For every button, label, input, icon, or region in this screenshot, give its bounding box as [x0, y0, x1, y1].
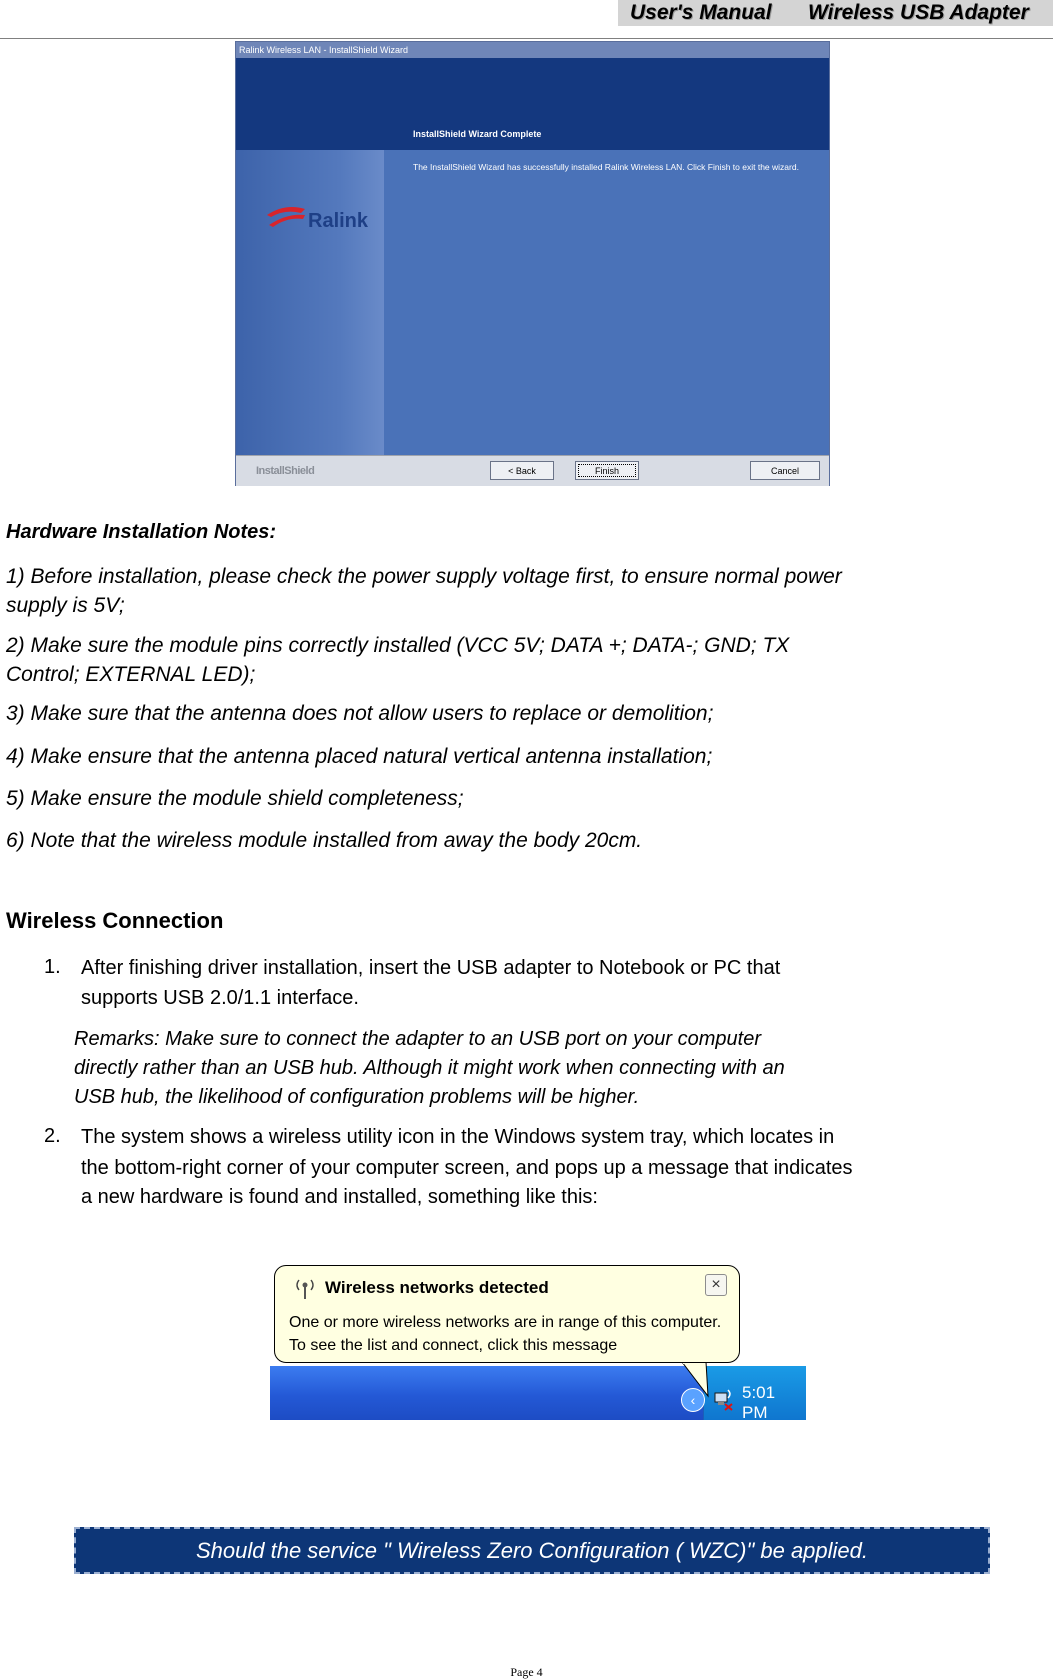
hardware-note-line: 1) Before installation, please check the power supply voltage first, to ensure normal power: [6, 565, 842, 588]
cancel-button[interactable]: Cancel: [750, 461, 820, 480]
step-text: a new hardware is found and installed, something like this:: [81, 1186, 598, 1208]
page-header: [618, 0, 1053, 26]
wizard-button-bar: [236, 455, 829, 486]
close-icon[interactable]: ×: [705, 1274, 727, 1296]
step-text: supports USB 2.0/1.1 interface.: [81, 987, 359, 1009]
installshield-window: [235, 41, 830, 486]
ralink-logo-text: Ralink: [308, 210, 369, 232]
hardware-note-line: 5) Make ensure the module shield completeness;: [6, 787, 464, 810]
hardware-note-line: supply is 5V;: [6, 594, 125, 617]
hardware-notes-title: Hardware Installation Notes:: [6, 521, 277, 543]
window-title: Ralink Wireless LAN - InstallShield Wizard: [236, 42, 829, 58]
step-text: The system shows a wireless utility icon in the Windows system tray, which locates in: [81, 1126, 835, 1148]
wzc-note: Should the service " Wireless Zero Configuration ( WZC)" be applied.: [74, 1527, 990, 1574]
back-button[interactable]: < Back: [490, 461, 554, 480]
balloon-message: One or more wireless networks are in range of this computer.: [289, 1314, 722, 1331]
notification-balloon[interactable]: [274, 1265, 740, 1363]
step-text: the bottom-right corner of your computer screen, and pops up a message that indicates: [81, 1157, 853, 1179]
wireless-connection-title: Wireless Connection: [6, 908, 224, 933]
header-rule: [0, 38, 1053, 39]
wireless-antenna-icon: [292, 1278, 318, 1300]
hardware-note-line: 6) Note that the wireless module installed from away the body 20cm.: [6, 829, 643, 852]
balloon-message: To see the list and connect, click this message: [289, 1337, 618, 1354]
balloon-tail: [680, 1362, 724, 1398]
hardware-note-line: 2) Make sure the module pins correctly installed (VCC 5V; DATA +; DATA-; GND; TX: [6, 634, 790, 657]
wizard-complete-text: The InstallShield Wizard has successfully installed Ralink Wireless LAN. Click Finish to exit the wizard.: [413, 162, 799, 172]
installshield-brand: InstallShield: [256, 465, 315, 477]
tray-clock: 5:01 PM: [742, 1383, 776, 1422]
wizard-side-panel: [236, 150, 384, 455]
header-product: Wireless USB Adapter: [808, 1, 1029, 24]
step-number: 1.: [44, 956, 61, 978]
wizard-complete-title: InstallShield Wizard Complete: [413, 129, 542, 139]
balloon-title: Wireless networks detected: [325, 1278, 549, 1297]
hardware-note-line: Control; EXTERNAL LED);: [6, 663, 256, 686]
remarks-line: directly rather than an USB hub. Although it might work when connecting with an: [74, 1057, 785, 1079]
wizard-main-panel: [384, 150, 829, 455]
remarks-line: Remarks: Make sure to connect the adapter to an USB port on your computer: [74, 1028, 762, 1050]
step-text: After finishing driver installation, insert the USB adapter to Notebook or PC that: [81, 957, 781, 979]
hardware-note-line: 3) Make sure that the antenna does not allow users to replace or demolition;: [6, 702, 714, 725]
tray-expand-icon[interactable]: ‹: [681, 1388, 705, 1412]
step-number: 2.: [44, 1125, 61, 1147]
hardware-note-line: 4) Make ensure that the antenna placed natural vertical antenna installation;: [6, 745, 713, 768]
remarks-line: USB hub, the likelihood of configuration problems will be higher.: [74, 1086, 640, 1108]
tray-notification-screenshot: [270, 1261, 805, 1420]
finish-button[interactable]: Finish: [575, 461, 639, 480]
page-number: Page 4: [510, 1665, 543, 1679]
header-manual: User's Manual: [630, 1, 772, 24]
